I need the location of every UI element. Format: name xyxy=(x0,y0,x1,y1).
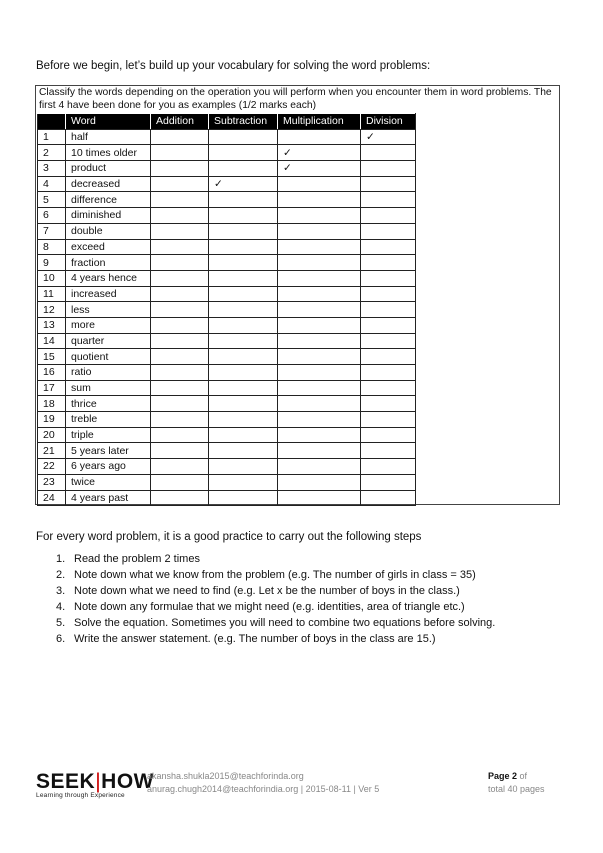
table-row xyxy=(38,270,416,286)
row-number: 9 xyxy=(38,255,66,271)
cell-multiplication[interactable]: ✓ xyxy=(278,161,361,177)
row-word: sum xyxy=(66,380,151,396)
page-total: total 40 pages xyxy=(488,784,545,794)
step-number: 2. xyxy=(56,569,66,581)
row-number: 4 xyxy=(38,176,66,192)
cell-addition[interactable] xyxy=(151,443,209,459)
cell-subtraction[interactable] xyxy=(209,365,278,381)
header-division: Division xyxy=(361,114,416,130)
table-row xyxy=(38,302,416,318)
step-item xyxy=(36,551,495,567)
cell-division[interactable] xyxy=(361,412,416,428)
cell-multiplication[interactable] xyxy=(278,176,361,192)
cell-division[interactable] xyxy=(361,161,416,177)
cell-subtraction[interactable] xyxy=(209,302,278,318)
footer-page-info xyxy=(488,770,545,796)
row-number: 1 xyxy=(38,129,66,145)
cell-multiplication[interactable] xyxy=(278,474,361,490)
cell-subtraction[interactable]: ✓ xyxy=(209,176,278,192)
cell-subtraction[interactable] xyxy=(209,349,278,365)
cell-multiplication[interactable] xyxy=(278,317,361,333)
header-subtraction: Subtraction xyxy=(209,114,278,130)
table-body xyxy=(38,129,416,506)
row-number: 18 xyxy=(38,396,66,412)
steps-intro-text: For every word problem, it is a good practice to carry out the following steps xyxy=(36,531,422,543)
table-row xyxy=(38,380,416,396)
cell-addition[interactable] xyxy=(151,145,209,161)
cell-subtraction[interactable] xyxy=(209,239,278,255)
row-word: 6 years ago xyxy=(66,459,151,475)
row-word: quarter xyxy=(66,333,151,349)
cell-division[interactable] xyxy=(361,286,416,302)
table-row xyxy=(38,223,416,239)
cell-division[interactable] xyxy=(361,365,416,381)
row-number: 24 xyxy=(38,490,66,506)
cell-multiplication[interactable] xyxy=(278,192,361,208)
cell-subtraction[interactable] xyxy=(209,192,278,208)
row-word: thrice xyxy=(66,396,151,412)
table-row xyxy=(38,459,416,475)
cell-multiplication[interactable] xyxy=(278,349,361,365)
table-row xyxy=(38,239,416,255)
row-word: more xyxy=(66,317,151,333)
step-text: Note down what we know from the problem (e.g. The number of girls in class = 35) xyxy=(74,569,476,581)
row-word: double xyxy=(66,223,151,239)
row-word: half xyxy=(66,129,151,145)
cell-division[interactable] xyxy=(361,380,416,396)
table-row xyxy=(38,333,416,349)
step-item xyxy=(36,631,495,647)
cell-addition[interactable] xyxy=(151,317,209,333)
row-word: treble xyxy=(66,412,151,428)
header-word: Word xyxy=(66,114,151,130)
cell-multiplication[interactable] xyxy=(278,286,361,302)
cell-division[interactable] xyxy=(361,192,416,208)
seekhow-logo xyxy=(36,770,154,799)
row-number: 21 xyxy=(38,443,66,459)
row-word: product xyxy=(66,161,151,177)
cell-division[interactable] xyxy=(361,239,416,255)
cell-addition[interactable] xyxy=(151,286,209,302)
row-number: 3 xyxy=(38,161,66,177)
step-item xyxy=(36,567,495,583)
logo-how: HOW xyxy=(101,770,154,793)
footer-email-1: akansha.shukla2015@teachforinda.org xyxy=(147,771,304,781)
cell-subtraction[interactable] xyxy=(209,443,278,459)
cell-division[interactable] xyxy=(361,490,416,506)
row-number: 8 xyxy=(38,239,66,255)
row-word: 4 years past xyxy=(66,490,151,506)
cell-division[interactable] xyxy=(361,333,416,349)
cell-division[interactable]: ✓ xyxy=(361,129,416,145)
cell-subtraction[interactable] xyxy=(209,427,278,443)
row-number: 7 xyxy=(38,223,66,239)
cell-subtraction[interactable] xyxy=(209,161,278,177)
table-row xyxy=(38,474,416,490)
cell-division[interactable] xyxy=(361,317,416,333)
cell-multiplication[interactable] xyxy=(278,255,361,271)
row-word: 4 years hence xyxy=(66,270,151,286)
header-addition: Addition xyxy=(151,114,209,130)
cell-addition[interactable] xyxy=(151,365,209,381)
cell-addition[interactable] xyxy=(151,349,209,365)
cell-multiplication[interactable] xyxy=(278,365,361,381)
footer-email-2: anurag.chugh2014@teachforindia.org | 2015-08-11 | Ver 5 xyxy=(147,784,380,794)
cell-division[interactable] xyxy=(361,459,416,475)
cell-division[interactable] xyxy=(361,255,416,271)
cell-addition[interactable] xyxy=(151,161,209,177)
step-text: Read the problem 2 times xyxy=(74,553,200,565)
row-word: exceed xyxy=(66,239,151,255)
table-row xyxy=(38,412,416,428)
row-word: diminished xyxy=(66,208,151,224)
cell-multiplication[interactable] xyxy=(278,270,361,286)
cell-addition[interactable] xyxy=(151,208,209,224)
cell-multiplication[interactable] xyxy=(278,427,361,443)
header-number xyxy=(38,114,66,130)
cell-subtraction[interactable] xyxy=(209,208,278,224)
page-of: of xyxy=(517,771,528,781)
cell-division[interactable] xyxy=(361,302,416,318)
table-row xyxy=(38,317,416,333)
cell-addition[interactable] xyxy=(151,427,209,443)
step-text: Note down any formulae that we might need (e.g. identities, area of triangle etc.) xyxy=(74,601,465,613)
step-number: 6. xyxy=(56,633,66,645)
cell-addition[interactable] xyxy=(151,255,209,271)
cell-division[interactable] xyxy=(361,396,416,412)
row-word: increased xyxy=(66,286,151,302)
cell-subtraction[interactable] xyxy=(209,490,278,506)
row-word: quotient xyxy=(66,349,151,365)
cell-subtraction[interactable] xyxy=(209,317,278,333)
row-number: 15 xyxy=(38,349,66,365)
row-number: 5 xyxy=(38,192,66,208)
row-word: twice xyxy=(66,474,151,490)
table-row xyxy=(38,427,416,443)
cell-multiplication[interactable] xyxy=(278,412,361,428)
cell-addition[interactable] xyxy=(151,459,209,475)
cell-subtraction[interactable] xyxy=(209,459,278,475)
cell-addition[interactable] xyxy=(151,192,209,208)
row-word: triple xyxy=(66,427,151,443)
row-word: 5 years later xyxy=(66,443,151,459)
logo-tagline: Learning through Experience xyxy=(36,792,125,799)
row-word: fraction xyxy=(66,255,151,271)
table-header-row xyxy=(38,114,416,130)
table-row xyxy=(38,176,416,192)
cell-addition[interactable] xyxy=(151,490,209,506)
cell-division[interactable] xyxy=(361,443,416,459)
row-word: difference xyxy=(66,192,151,208)
cell-division[interactable] xyxy=(361,349,416,365)
cell-subtraction[interactable] xyxy=(209,270,278,286)
step-number: 4. xyxy=(56,601,66,613)
cell-multiplication[interactable] xyxy=(278,459,361,475)
table-row xyxy=(38,255,416,271)
cell-addition[interactable] xyxy=(151,302,209,318)
row-number: 6 xyxy=(38,208,66,224)
cell-multiplication[interactable] xyxy=(278,302,361,318)
cell-multiplication[interactable] xyxy=(278,490,361,506)
row-number: 20 xyxy=(38,427,66,443)
cell-addition[interactable] xyxy=(151,239,209,255)
table-row xyxy=(38,443,416,459)
cell-subtraction[interactable] xyxy=(209,333,278,349)
cell-addition[interactable] xyxy=(151,396,209,412)
table-row xyxy=(38,349,416,365)
header-multiplication: Multiplication xyxy=(278,114,361,130)
cell-division[interactable] xyxy=(361,223,416,239)
cell-subtraction[interactable] xyxy=(209,223,278,239)
table-row xyxy=(38,161,416,177)
row-number: 17 xyxy=(38,380,66,396)
row-number: 11 xyxy=(38,286,66,302)
cell-addition[interactable] xyxy=(151,380,209,396)
cell-subtraction[interactable] xyxy=(209,412,278,428)
vocabulary-exercise-box xyxy=(35,85,560,505)
cell-multiplication[interactable] xyxy=(278,239,361,255)
row-number: 23 xyxy=(38,474,66,490)
row-word: decreased xyxy=(66,176,151,192)
logo-separator: | xyxy=(95,770,102,793)
row-number: 2 xyxy=(38,145,66,161)
cell-division[interactable] xyxy=(361,145,416,161)
logo-seek: SEEK xyxy=(36,770,96,793)
cell-subtraction[interactable] xyxy=(209,474,278,490)
cell-division[interactable] xyxy=(361,270,416,286)
row-number: 19 xyxy=(38,412,66,428)
table-row xyxy=(38,192,416,208)
row-number: 10 xyxy=(38,270,66,286)
step-text: Write the answer statement. (e.g. The number of boys in the class are 15.) xyxy=(74,633,436,645)
cell-multiplication[interactable]: ✓ xyxy=(278,145,361,161)
vocabulary-table xyxy=(37,113,416,506)
step-text: Solve the equation. Sometimes you will need to combine two equations before solving. xyxy=(74,617,496,629)
cell-multiplication[interactable] xyxy=(278,129,361,145)
cell-subtraction[interactable] xyxy=(209,286,278,302)
step-item xyxy=(36,599,495,615)
steps-list xyxy=(36,551,495,647)
cell-addition[interactable] xyxy=(151,129,209,145)
step-item xyxy=(36,583,495,599)
cell-addition[interactable] xyxy=(151,270,209,286)
table-row xyxy=(38,490,416,506)
cell-multiplication[interactable] xyxy=(278,208,361,224)
step-number: 3. xyxy=(56,585,66,597)
footer-contact xyxy=(147,770,379,796)
cell-subtraction[interactable] xyxy=(209,380,278,396)
cell-subtraction[interactable] xyxy=(209,145,278,161)
table-row xyxy=(38,396,416,412)
row-number: 16 xyxy=(38,365,66,381)
cell-division[interactable] xyxy=(361,427,416,443)
cell-subtraction[interactable] xyxy=(209,129,278,145)
step-number: 5. xyxy=(56,617,66,629)
row-number: 14 xyxy=(38,333,66,349)
cell-addition[interactable] xyxy=(151,412,209,428)
step-number: 1. xyxy=(56,553,66,565)
cell-addition[interactable] xyxy=(151,223,209,239)
cell-multiplication[interactable] xyxy=(278,380,361,396)
table-row xyxy=(38,208,416,224)
cell-division[interactable] xyxy=(361,176,416,192)
row-word: ratio xyxy=(66,365,151,381)
step-text: Note down what we need to find (e.g. Let x be the number of boys in the class.) xyxy=(74,585,460,597)
row-word: less xyxy=(66,302,151,318)
cell-multiplication[interactable] xyxy=(278,443,361,459)
row-word: 10 times older xyxy=(66,145,151,161)
table-row xyxy=(38,365,416,381)
cell-subtraction[interactable] xyxy=(209,396,278,412)
cell-addition[interactable] xyxy=(151,176,209,192)
instruction-text: Classify the words depending on the operation you will perform when you encounter them in word problems. The first 4 have been done for you as examples (1/2 marks each) xyxy=(39,87,552,111)
row-number: 22 xyxy=(38,459,66,475)
cell-division[interactable] xyxy=(361,474,416,490)
cell-multiplication[interactable] xyxy=(278,223,361,239)
table-row xyxy=(38,145,416,161)
cell-division[interactable] xyxy=(361,208,416,224)
intro-text: Before we begin, let’s build up your vocabulary for solving the word problems: xyxy=(36,60,431,72)
cell-multiplication[interactable] xyxy=(278,396,361,412)
step-item xyxy=(36,615,495,631)
cell-addition[interactable] xyxy=(151,474,209,490)
cell-subtraction[interactable] xyxy=(209,255,278,271)
table-row xyxy=(38,286,416,302)
table-row xyxy=(38,129,416,145)
page-number: Page 2 xyxy=(488,771,518,781)
row-number: 13 xyxy=(38,317,66,333)
cell-multiplication[interactable] xyxy=(278,333,361,349)
row-number: 12 xyxy=(38,302,66,318)
cell-addition[interactable] xyxy=(151,333,209,349)
